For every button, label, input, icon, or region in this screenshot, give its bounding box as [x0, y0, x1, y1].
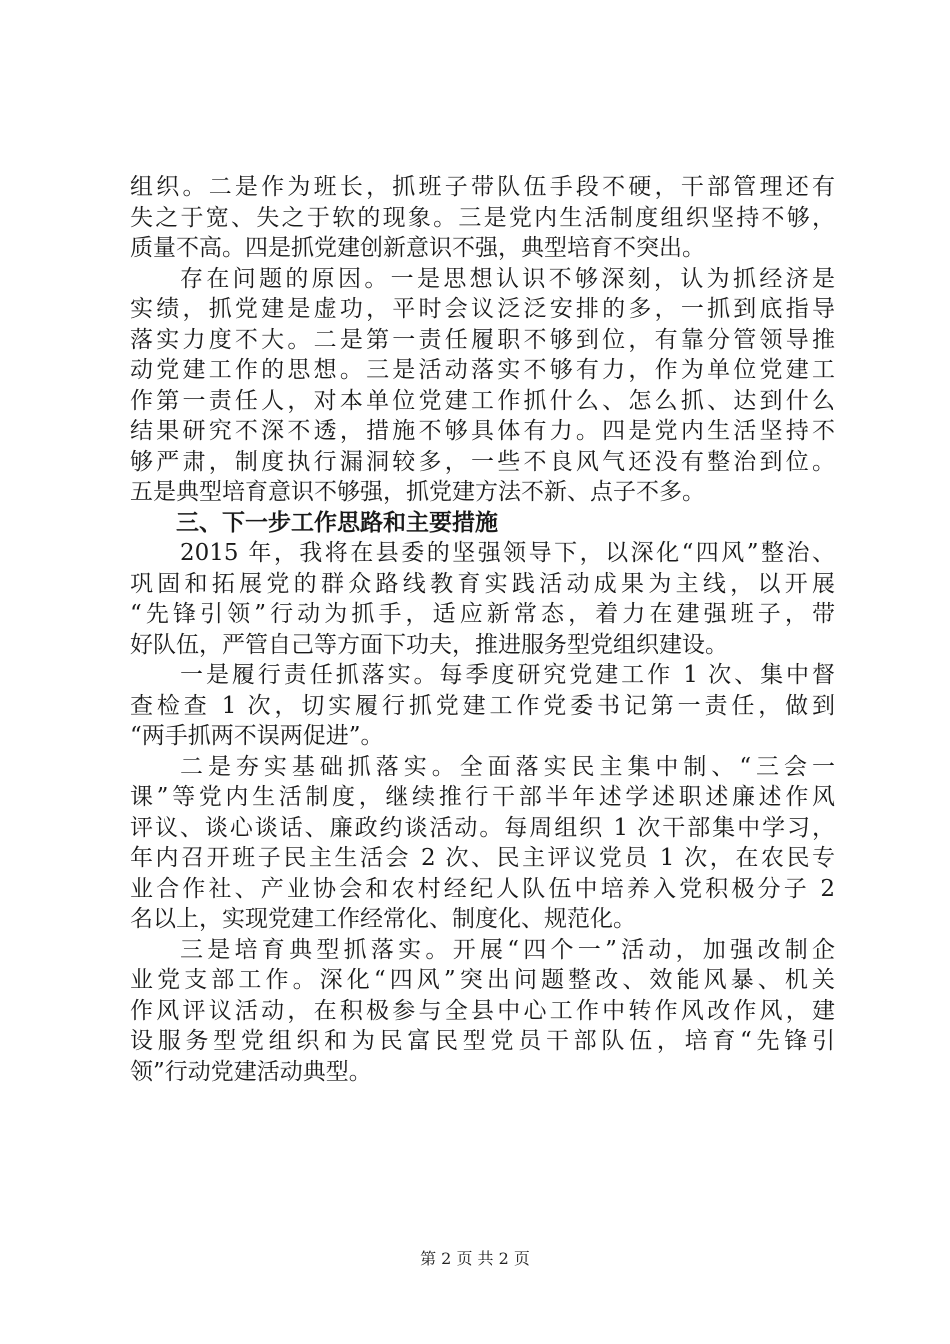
text-line: 查检查 1 次，切实履行抓党建工作党委书记第一责任，做到: [130, 692, 835, 719]
paragraph: [130, 935, 835, 1088]
paragraph: [130, 752, 835, 935]
text-line: 作第一责任人，对本单位党建工作抓什么、怎么抓、达到什么: [130, 387, 835, 414]
text-line: 领”行动党建活动典型。: [130, 1058, 372, 1085]
text-line: 失之于宽、失之于软的现象。三是党内生活制度组织坚持不够，: [130, 204, 835, 231]
text-line: 好队伍，严管自己等方面下功夫，推进服务型党组织建设。: [130, 631, 728, 658]
text-line: 结果研究不深不透，措施不够具体有力。四是党内生活坚持不: [130, 418, 835, 444]
text-line: 实绩，抓党建是虚功，平时会议泛泛安排的多，一抓到底指导: [130, 296, 835, 322]
text-line: 评议、谈心谈话、廉政约谈活动。每周组织 1 次干部集中学习，: [130, 814, 835, 841]
paragraph: [130, 660, 835, 752]
paragraph: [130, 538, 835, 660]
text-line: 业党支部工作。深化“四风”突出问题整改、效能风暴、机关: [130, 967, 835, 993]
text-line: 质量不高。四是抓党建创新意识不强，典型培育不突出。: [130, 235, 705, 261]
text-line: 课”等党内生活制度，继续推行干部半年述学述职述廉述作风: [130, 784, 835, 810]
text-line: 2015 年，我将在县委的坚强领导下，以深化“四风”整治、: [180, 540, 835, 566]
text-line: 存在问题的原因。一是思想认识不够深刻，认为抓经济是: [180, 265, 835, 292]
text-line: 三是培育典型抓落实。开展“四个一”活动，加强改制企: [180, 936, 835, 963]
text-line: 落实力度不大。二是第一责任履职不够到位，有靠分管领导推: [130, 326, 835, 353]
text-line: “先锋引领”行动为抓手，适应新常态，着力在建强班子，带: [130, 601, 835, 627]
section-heading: 三、下一步工作思路和主要措施: [176, 509, 498, 536]
document-body: [130, 172, 835, 1087]
text-line: 组织。二是作为班长，抓班子带队伍手段不硬，干部管理还有: [130, 174, 835, 200]
text-line: 巩固和拓展党的群众路线教育实践活动成果为主线，以开展: [130, 570, 835, 597]
text-line: 一是履行责任抓落实。每季度研究党建工作 1 次、集中督: [180, 662, 835, 688]
text-line: 业合作社、产业协会和农村经纪人队伍中培养入党积极分子 2: [130, 875, 835, 902]
text-line: “两手抓两不误两促进”。: [130, 723, 384, 749]
paragraph: [130, 264, 835, 508]
text-line: 动党建工作的思想。三是活动落实不够有力，作为单位党建工: [130, 357, 835, 383]
text-line: 设服务型党组织和为民富民型党员干部队伍，培育“先锋引: [130, 1028, 835, 1054]
text-line: 作风评议活动，在积极参与全县中心工作中转作风改作风，建: [130, 997, 835, 1024]
paragraph: [130, 172, 835, 264]
text-line: 年内召开班子民主生活会 2 次、民主评议党员 1 次，在农民专: [130, 845, 835, 871]
text-line: 二是夯实基础抓落实。全面落实民主集中制、“三会一: [180, 753, 835, 780]
text-line: 够严肃，制度执行漏洞较多，一些不良风气还没有整治到位。: [130, 448, 835, 475]
text-line: 名以上，实现党建工作经常化、制度化、规范化。: [130, 906, 636, 932]
page-footer: 第 2 页 共 2 页: [420, 1249, 530, 1268]
text-line: 五是典型培育意识不够强，抓党建方法不新、点子不多。: [130, 479, 705, 505]
